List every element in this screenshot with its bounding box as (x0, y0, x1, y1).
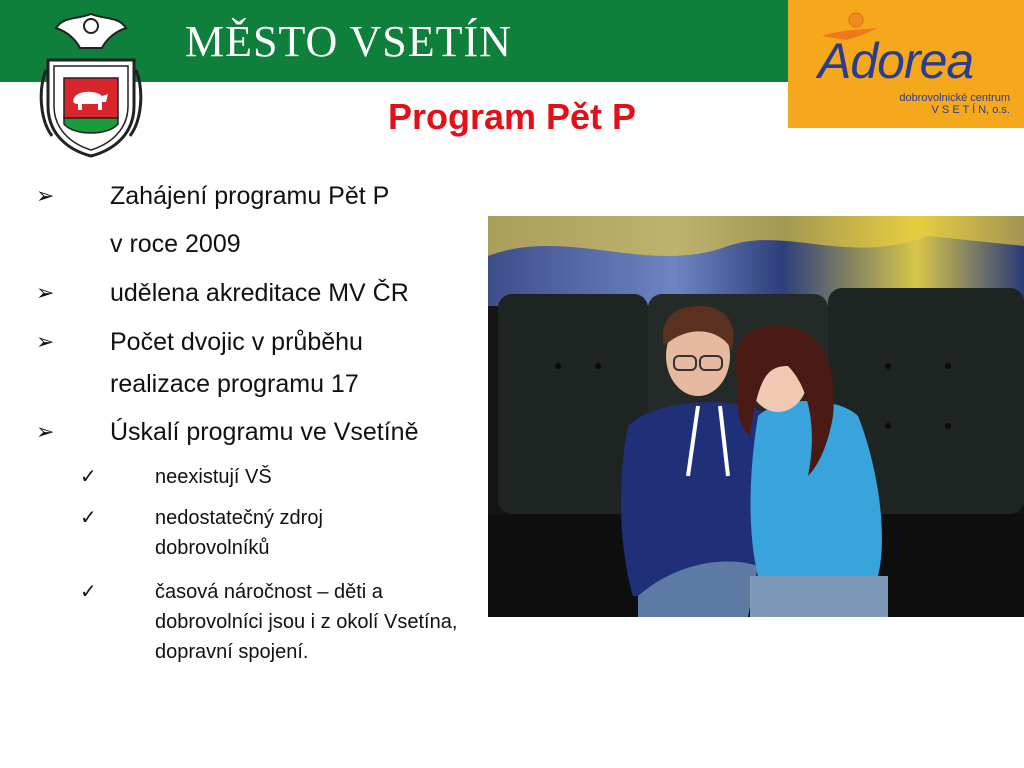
sub-bullet-text: neexistují VŠ (155, 466, 272, 488)
bullet-text: Počet dvojic v průběhu realizace programu 17 (110, 328, 363, 398)
checkmark-icon: ✓ (80, 581, 97, 603)
bullet-arrow-icon: ➢ (36, 419, 55, 444)
adorea-wordmark: Adorea (818, 33, 974, 89)
bullet-arrow-icon: ➢ (36, 183, 55, 208)
bullet-text: udělena akreditace MV ČR (110, 279, 409, 307)
bullet-text: Zahájení programu Pět P (110, 182, 390, 210)
checkmark-icon: ✓ (80, 466, 97, 488)
adorea-subtitle-line1: dobrovolnické centrum (899, 92, 1010, 104)
city-title: MĚSTO VSETÍN (185, 17, 512, 66)
bullet-text: v roce 2009 (110, 230, 241, 258)
sub-bullet-text: časová náročnost – děti a dobrovolníci jsou i z okolí Vsetína, dopravní spojení. (155, 581, 458, 663)
checkmark-icon: ✓ (80, 507, 97, 529)
slide-title: Program Pět P (387, 96, 637, 137)
adorea-subtitle-line2: V S E T Í N, o.s. (931, 104, 1010, 116)
bullet-arrow-icon: ➢ (36, 329, 55, 354)
bullet-text: Úskalí programu ve Vsetíně (110, 418, 419, 446)
bullet-arrow-icon: ➢ (36, 280, 55, 305)
sub-bullet-text: nedostatečný zdroj dobrovolníků (155, 507, 323, 559)
